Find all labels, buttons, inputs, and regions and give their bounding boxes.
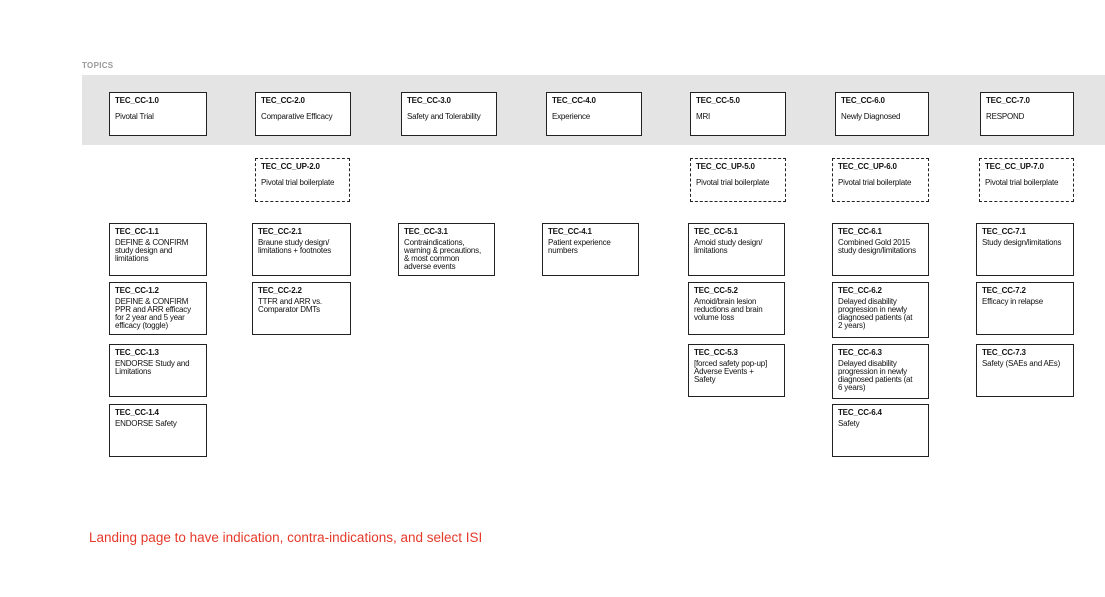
subtopic-label: TTFR and ARR vs. Comparator DMTs [258,297,322,314]
subtopic-label: Amoid/brain lesion reductions and brain volume loss [694,297,763,322]
topic-label: Comparative Efficacy [261,112,333,121]
subtopic-code: TEC_CC-6.4 [838,408,882,417]
subtopic-label: Delayed disability progression in newly diagnosed patients (at 2 years) [838,297,913,330]
subtopic-code: TEC_CC-7.3 [982,348,1026,357]
subtopic-code: TEC_CC-4.1 [548,227,592,236]
topic-box-1[interactable] [109,92,207,136]
topic-label: Experience [552,112,591,121]
boilerplate-label: Pivotal trial boilerplate [261,178,335,187]
subtopic-code: TEC_CC-3.1 [404,227,448,236]
subtopic-code: TEC_CC-7.1 [982,227,1026,236]
topic-label: Safety and Tolerability [407,112,481,121]
subtopic-label: DEFINE & CONFIRM study design and limitations [115,238,189,263]
topic-label: MRI [696,112,711,121]
subtopic-label: Contraindications, warning & precautions, & most common adverse events [404,238,481,271]
subtopic-box-7-3[interactable] [976,344,1074,397]
subtopic-code: TEC_CC-6.1 [838,227,882,236]
subtopic-box-5-3[interactable] [688,344,785,397]
subtopic-box-1-1[interactable] [109,223,207,276]
boilerplate-code: TEC_CC_UP-2.0 [261,162,320,171]
topic-code: TEC_CC-6.0 [841,96,885,105]
subtopic-code: TEC_CC-5.3 [694,348,738,357]
topic-code: TEC_CC-1.0 [115,96,159,105]
topic-box-2[interactable] [255,92,351,136]
subtopic-box-6-4[interactable] [832,404,929,457]
topic-code: TEC_CC-3.0 [407,96,451,105]
subtopic-box-4-1[interactable] [542,223,639,276]
subtopic-code: TEC_CC-6.2 [838,286,882,295]
boilerplate-label: Pivotal trial boilerplate [985,178,1059,187]
subtopic-label: Delayed disability progression in newly diagnosed patients (at 6 years) [838,359,913,392]
subtopic-code: TEC_CC-5.1 [694,227,738,236]
subtopic-label: [forced safety pop-up] Adverse Events + Safety [694,359,767,384]
subtopic-box-5-1[interactable] [688,223,785,276]
topic-box-3[interactable] [401,92,497,136]
subtopic-label: Braune study design/ limitations + footnotes [258,238,331,255]
topic-box-4[interactable] [546,92,642,136]
subtopic-label: DEFINE & CONFIRM PPR and ARR efficacy for 2 year and 5 year efficacy (toggle) [115,297,191,330]
subtopic-label: Efficacy in relapse [982,297,1043,306]
subtopic-label: Safety (SAEs and AEs) [982,359,1061,368]
subtopic-code: TEC_CC-2.2 [258,286,302,295]
subtopic-code: TEC_CC-6.3 [838,348,882,357]
subtopic-box-7-1[interactable] [976,223,1074,276]
subtopic-box-1-4[interactable] [109,404,207,457]
subtopic-label: Combined Gold 2015 study design/limitations [838,238,916,255]
subtopic-box-1-2[interactable] [109,282,207,335]
subtopic-label: Study design/limitations [982,238,1062,247]
subtopic-box-2-1[interactable] [252,223,351,276]
topic-code: TEC_CC-5.0 [696,96,740,105]
topic-label: RESPOND [986,112,1025,121]
subtopic-box-2-2[interactable] [252,282,351,335]
subtopic-box-6-1[interactable] [832,223,929,276]
topic-code: TEC_CC-2.0 [261,96,305,105]
boilerplate-box-7[interactable] [979,158,1074,202]
subtopic-box-6-3[interactable] [832,344,929,399]
boilerplate-label: Pivotal trial boilerplate [696,178,770,187]
subtopic-code: TEC_CC-7.2 [982,286,1026,295]
topic-code: TEC_CC-4.0 [552,96,596,105]
topic-box-7[interactable] [980,92,1074,136]
subtopic-code: TEC_CC-1.4 [115,408,159,417]
subtopic-code: TEC_CC-1.2 [115,286,159,295]
topics-label: TOPICS [82,61,114,70]
subtopic-label: ENDORSE Safety [115,419,177,428]
boilerplate-box-5[interactable] [690,158,786,202]
boilerplate-code: TEC_CC_UP-5.0 [696,162,755,171]
boilerplate-box-2[interactable] [255,158,350,202]
topic-label: Pivotal Trial [115,112,154,121]
subtopic-box-7-2[interactable] [976,282,1074,335]
subtopic-box-6-2[interactable] [832,282,929,338]
topic-label: Newly Diagnosed [841,112,901,121]
topic-box-5[interactable] [690,92,786,136]
subtopic-code: TEC_CC-5.2 [694,286,738,295]
subtopic-box-1-3[interactable] [109,344,207,397]
subtopic-label: Patient experience numbers [548,238,611,255]
subtopic-code: TEC_CC-1.3 [115,348,159,357]
boilerplate-code: TEC_CC_UP-6.0 [838,162,897,171]
footer-note: Landing page to have indication, contra-indications, and select ISI [89,530,483,545]
topic-box-6[interactable] [835,92,929,136]
subtopic-code: TEC_CC-2.1 [258,227,302,236]
subtopic-box-3-1[interactable] [398,223,495,276]
subtopic-label: ENDORSE Study and Limitations [115,359,190,376]
boilerplate-code: TEC_CC_UP-7.0 [985,162,1044,171]
subtopic-code: TEC_CC-1.1 [115,227,159,236]
boilerplate-box-6[interactable] [832,158,929,202]
subtopic-label: Safety [838,419,860,428]
topic-code: TEC_CC-7.0 [986,96,1030,105]
boilerplate-label: Pivotal trial boilerplate [838,178,912,187]
subtopic-label: Amoid study design/ limitations [694,238,763,255]
subtopic-box-5-2[interactable] [688,282,785,335]
